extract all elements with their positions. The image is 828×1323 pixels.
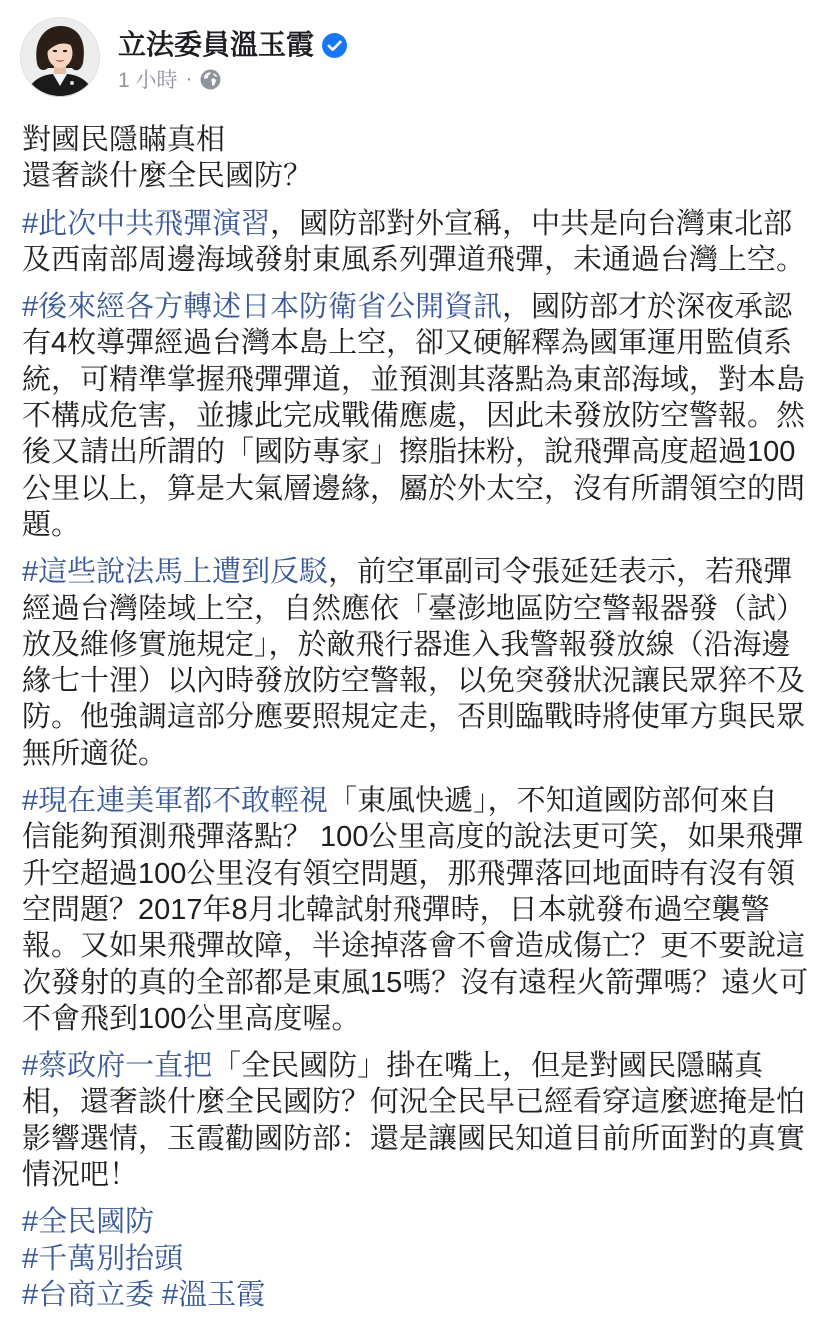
post-text-line: 空問題？2017年8月北韓試射飛彈時，日本就發布過空襲警 [22, 893, 770, 926]
verified-badge-icon [322, 33, 347, 58]
post-text-line: 信能夠預測飛彈落點？ 100公里高度的說法更可笑，如果飛彈 [22, 821, 804, 854]
globe-svg [200, 69, 221, 90]
post-text-line: 相，還奢談什麼全民國防？何況全民早已經看穿這麼遮掩是怕 [22, 1086, 806, 1119]
post-text-line: 公里以上，算是大氣層邊緣，屬於外太空，沒有所謂領空的問 [22, 472, 806, 505]
post-text-line: 防。他強調這部分應要照規定走，否則臨戰時將使軍方與民眾 [22, 701, 806, 734]
post-text-line [22, 783, 822, 819]
hashtag-list [22, 1204, 822, 1313]
post-text-segment: ，前空軍副司令張延廷表示，若飛彈 [328, 556, 793, 589]
post-text-line [22, 206, 822, 242]
meta-separator: · [185, 67, 193, 90]
post-text-line: 情況吧！ [22, 1159, 139, 1192]
post-text-line: 無所適從。 [22, 737, 168, 770]
post-paragraph [22, 122, 822, 195]
post-text-line [22, 289, 822, 325]
post-meta [118, 66, 221, 92]
post-text-line: 緣七十浬）以內時發放防空警報，以免突發狀況讓民眾猝不及 [22, 665, 806, 698]
post-text-line [22, 554, 822, 590]
post-paragraph [22, 289, 822, 543]
post-body [22, 122, 822, 1313]
hashtag-link[interactable]: #台商立委 [22, 1278, 155, 1311]
post-text-line: 不會飛到100公里高度喔。 [22, 1002, 361, 1035]
hashtag-link[interactable]: #千萬別抬頭 [22, 1242, 184, 1275]
post-text-segment: 「東風快遞」，不知道國防部何來自 [328, 785, 778, 818]
profile-photo [20, 17, 100, 97]
hashtag-link[interactable]: #蔡政府一直把 [22, 1050, 213, 1083]
post-text-line: 不構成危害，並據此完成戰備應處，因此未發放防空警報。然 [22, 400, 806, 433]
post-timestamp[interactable]: 1 小時 [118, 69, 178, 92]
post-paragraph [22, 783, 822, 1037]
post-paragraph [22, 554, 822, 772]
post-text-line: 對國民隱瞞真相 [22, 124, 226, 156]
post-paragraph [22, 206, 822, 279]
post-text-line: 次發射的真的全部都是東風15嗎？沒有遠程火箭彈嗎？遠火可 [22, 966, 809, 999]
hashtag-link[interactable]: #這些說法馬上遭到反駁 [22, 556, 329, 589]
hashtag-link[interactable]: #溫玉霞 [162, 1278, 266, 1311]
post-text-line: 放及維修實施規定」，於敵飛行器進入我警報發放線（沿海邊 [22, 628, 791, 661]
hashtag-link[interactable]: #後來經各方轉述日本防衛省公開資訊 [22, 291, 503, 324]
avatar[interactable] [20, 17, 100, 97]
hashtag-link[interactable]: #現在連美軍都不敢輕視 [22, 785, 329, 818]
post-text-line: 經過台灣陸域上空，自然應依「臺澎地區防空警報器發（試） [22, 592, 806, 625]
author-row [118, 27, 347, 63]
post-text-line: 升空超過100公里沒有領空問題，那飛彈落回地面時有沒有領 [22, 857, 796, 890]
post-text-line: 後又請出所謂的「國防專家」擦脂抹粉，說飛彈高度超過100 [22, 436, 796, 469]
post-text-segment: 「全民國防」掛在嘴上，但是對國民隱瞞真 [212, 1050, 764, 1083]
verified-badge-svg [322, 33, 347, 58]
post-paragraph [22, 1048, 822, 1193]
post-text-line [22, 1048, 822, 1084]
hashtag-line [22, 1241, 822, 1277]
hashtag-line [22, 1204, 822, 1240]
post-text-line: 統，可精準掌握飛彈彈道，並預測其落點為東部海域，對本島 [22, 363, 806, 396]
post-text-line: 報。又如果飛彈故障，半途掉落會不會造成傷亡？更不要說這 [22, 930, 806, 963]
post-text-line: 影響選情，玉霞勸國防部：還是讓國民知道目前所面對的真實 [22, 1122, 806, 1155]
post-text-segment: ，國防部才於深夜承認 [502, 291, 793, 324]
hashtag-link[interactable]: #全民國防 [22, 1206, 155, 1239]
hashtag-line [22, 1277, 822, 1313]
post-text-line: 及西南部周邊海域發射東風系列彈道飛彈，未通過台灣上空。 [22, 243, 806, 276]
post-text-line: 有4枚導彈經過台灣本島上空，卻又硬解釋為國軍運用監偵系 [22, 327, 793, 360]
hashtag-link[interactable]: #此次中共飛彈演習 [22, 207, 271, 240]
post-text-segment: ，國防部對外宣稱，中共是向台灣東北部 [270, 207, 793, 240]
post-text-line: 題。 [22, 508, 81, 541]
post-text-line: 還奢談什麼全民國防？ [22, 160, 313, 193]
globe-icon[interactable] [200, 69, 221, 90]
author-name[interactable]: 立法委員溫玉霞 [118, 29, 315, 60]
